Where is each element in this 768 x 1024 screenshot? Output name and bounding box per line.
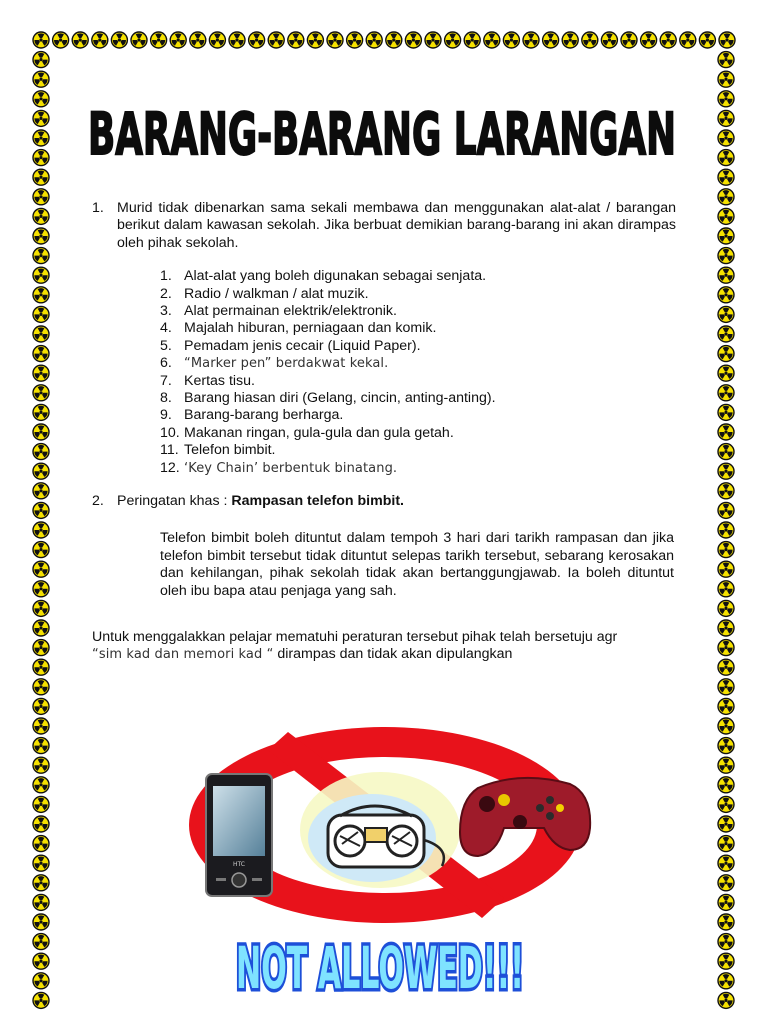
radiation-symbol-icon	[718, 875, 734, 891]
list-item-number: 6.	[160, 355, 172, 372]
list-item-number: 12.	[160, 459, 180, 476]
radiation-symbol-icon	[33, 836, 49, 852]
radiation-symbol-icon	[33, 718, 49, 734]
content	[92, 200, 676, 664]
list-item-text: Telefon bimbit.	[184, 442, 276, 459]
radiation-symbol-icon	[718, 189, 734, 205]
radiation-symbol-icon	[33, 463, 49, 479]
radiation-symbol-icon	[288, 32, 304, 48]
radiation-symbol-icon	[33, 561, 49, 577]
radiation-symbol-icon	[641, 32, 657, 48]
radiation-symbol-icon	[718, 816, 734, 832]
radiation-symbol-icon	[33, 287, 49, 303]
radiation-symbol-icon	[33, 424, 49, 440]
radiation-symbol-icon	[718, 404, 734, 420]
radiation-symbol-icon	[718, 757, 734, 773]
radiation-symbol-icon	[718, 365, 734, 381]
closing-line-2: dirampas dan tidak akan dipulangkan	[273, 646, 513, 663]
list-item-number: 10.	[160, 424, 180, 441]
not-allowed-text: NOT ALLOWED!!!	[236, 934, 524, 1002]
radiation-symbol-icon	[33, 777, 49, 793]
rule-2-bold: Rampasan telefon bimbit.	[231, 492, 404, 509]
list-item-number: 1.	[160, 268, 172, 285]
radiation-symbol-icon	[503, 32, 519, 48]
list-item-number: 2.	[160, 285, 172, 302]
radiation-symbol-icon	[718, 542, 734, 558]
radiation-symbol-icon	[718, 110, 734, 126]
rule-1	[92, 200, 676, 252]
radiation-symbol-icon	[718, 679, 734, 695]
radiation-symbol-icon	[718, 855, 734, 871]
rule-2-label: Peringatan khas :	[117, 492, 232, 509]
list-item-text: Radio / walkman / alat muzik.	[184, 285, 369, 302]
radiation-symbol-icon	[33, 169, 49, 185]
radiation-symbol-icon	[718, 346, 734, 362]
radiation-symbol-icon	[386, 32, 402, 48]
radiation-symbol-icon	[601, 32, 617, 48]
radiation-symbol-icon	[33, 444, 49, 460]
not-allowed-banner	[236, 934, 524, 1002]
radiation-symbol-icon	[718, 561, 734, 577]
radiation-symbol-icon	[718, 463, 734, 479]
radiation-symbol-icon	[719, 32, 735, 48]
radiation-symbol-icon	[33, 542, 49, 558]
list-item-number: 3.	[160, 303, 172, 319]
radiation-symbol-icon	[347, 32, 363, 48]
radiation-symbol-icon	[464, 32, 480, 48]
radiation-symbol-icon	[33, 855, 49, 871]
radiation-symbol-icon	[170, 32, 186, 48]
radiation-symbol-icon	[680, 32, 696, 48]
list-item	[160, 407, 676, 424]
radio-cartoon-icon	[300, 772, 460, 888]
radiation-symbol-icon	[151, 32, 167, 48]
radiation-symbol-icon	[33, 796, 49, 812]
radiation-symbol-icon	[33, 600, 49, 616]
radiation-symbol-icon	[718, 424, 734, 440]
radiation-symbol-icon	[33, 620, 49, 636]
list-item	[160, 320, 676, 337]
list-item-text: Alat-alat yang boleh digunakan sebagai senjata.	[184, 268, 487, 285]
radiation-symbol-icon	[33, 228, 49, 244]
radiation-symbol-icon	[718, 150, 734, 166]
list-item	[160, 268, 676, 285]
radiation-symbol-icon	[660, 32, 676, 48]
radiation-symbol-icon	[718, 130, 734, 146]
radiation-symbol-icon	[209, 32, 225, 48]
radiation-symbol-icon	[33, 365, 49, 381]
list-item-number: 5.	[160, 337, 172, 354]
radiation-symbol-icon	[72, 32, 88, 48]
radiation-symbol-icon	[111, 32, 127, 48]
radiation-symbol-icon	[53, 32, 69, 48]
radiation-symbol-icon	[33, 130, 49, 146]
radiation-symbol-icon	[425, 32, 441, 48]
list-item-number: 9.	[160, 407, 172, 424]
radiation-symbol-icon	[718, 659, 734, 675]
radiation-symbol-icon	[33, 306, 49, 322]
mobile-phone-icon	[206, 774, 272, 896]
radiation-symbol-icon	[33, 248, 49, 264]
list-item-number: 11.	[160, 442, 179, 459]
radiation-symbol-icon	[33, 973, 49, 989]
not-allowed-graphic	[160, 720, 600, 1020]
radiation-symbol-icon	[718, 502, 734, 518]
list-item-number: 4.	[160, 320, 172, 337]
radiation-symbol-icon	[718, 326, 734, 342]
radiation-symbol-icon	[33, 522, 49, 538]
radiation-symbol-icon	[33, 679, 49, 695]
phone-brand: HTC	[232, 861, 246, 868]
rule-1-number: 1.	[92, 200, 104, 216]
list-item-text: Majalah hiburan, perniagaan dan komik.	[184, 320, 437, 337]
rule-1-text: Murid tidak dibenarkan sama sekali membawa dan menggunakan alat-alat / barangan berikut dalam kawasan sekolah. Jika berbuat demikian barang-barang ini akan dirampas oleh pihak sekolah.	[117, 200, 676, 251]
list-item	[160, 303, 676, 320]
radiation-symbol-icon	[33, 757, 49, 773]
radiation-symbol-icon	[718, 934, 734, 950]
radiation-symbol-icon	[718, 287, 734, 303]
radiation-symbol-icon	[190, 32, 206, 48]
radiation-symbol-icon	[33, 738, 49, 754]
list-item-text: Kertas tisu.	[184, 372, 255, 389]
radiation-symbol-icon	[33, 502, 49, 518]
radiation-symbol-icon	[249, 32, 265, 48]
list-item-text: Barang hiasan diri (Gelang, cincin, anting-anting).	[184, 389, 496, 406]
radiation-symbol-icon	[33, 110, 49, 126]
list-item	[160, 286, 676, 303]
radiation-symbol-icon	[92, 32, 108, 48]
rule-2	[92, 493, 676, 510]
radiation-symbol-icon	[33, 483, 49, 499]
list-item-number: 8.	[160, 389, 172, 406]
radiation-symbol-icon	[718, 796, 734, 812]
radiation-symbol-icon	[33, 953, 49, 969]
radiation-symbol-icon	[718, 444, 734, 460]
radiation-symbol-icon	[33, 91, 49, 107]
radiation-symbol-icon	[582, 32, 598, 48]
radiation-symbol-icon	[307, 32, 323, 48]
radiation-symbol-icon	[718, 894, 734, 910]
radiation-symbol-icon	[543, 32, 559, 48]
list-item-number: 7.	[160, 372, 172, 389]
radiation-symbol-icon	[718, 52, 734, 68]
radiation-symbol-icon	[718, 483, 734, 499]
radiation-symbol-icon	[33, 385, 49, 401]
radiation-symbol-icon	[33, 32, 49, 48]
radiation-symbol-icon	[33, 150, 49, 166]
radiation-symbol-icon	[484, 32, 500, 48]
radiation-symbol-icon	[33, 816, 49, 832]
list-item	[160, 373, 676, 390]
radiation-symbol-icon	[718, 522, 734, 538]
list-item	[160, 355, 676, 372]
radiation-symbol-icon	[33, 640, 49, 656]
radiation-symbol-icon	[33, 698, 49, 714]
radiation-symbol-icon	[718, 267, 734, 283]
radiation-symbol-icon	[699, 32, 715, 48]
list-item-text: ‘Key Chain’ berbentuk binatang.	[184, 460, 398, 476]
list-item	[160, 425, 676, 442]
closing-note	[92, 629, 676, 664]
radiation-symbol-icon	[33, 992, 49, 1008]
radiation-symbol-icon	[33, 934, 49, 950]
radiation-symbol-icon	[718, 620, 734, 636]
radiation-symbol-icon	[33, 189, 49, 205]
list-item-text: Alat permainan elektrik/elektronik.	[184, 303, 397, 319]
radiation-symbol-icon	[405, 32, 421, 48]
radiation-symbol-icon	[33, 914, 49, 930]
radiation-symbol-icon	[718, 228, 734, 244]
radiation-symbol-icon	[718, 169, 734, 185]
radiation-symbol-icon	[718, 306, 734, 322]
radiation-symbol-icon	[33, 894, 49, 910]
closing-line-1: Untuk menggalakkan pelajar mematuhi peraturan tersebut pihak telah bersetuju agr	[92, 628, 618, 645]
radiation-symbol-icon	[523, 32, 539, 48]
radiation-symbol-icon	[718, 71, 734, 87]
radiation-symbol-icon	[718, 718, 734, 734]
radiation-symbol-icon	[718, 777, 734, 793]
closing-sim-memory: “sim kad dan memori kad “	[92, 647, 274, 663]
radiation-symbol-icon	[718, 914, 734, 930]
radiation-symbol-icon	[718, 640, 734, 656]
list-item-text: “Marker pen” berdakwat kekal.	[184, 356, 389, 372]
radiation-symbol-icon	[621, 32, 637, 48]
radiation-symbol-icon	[562, 32, 578, 48]
list-item	[160, 442, 676, 459]
radiation-symbol-icon	[33, 659, 49, 675]
radiation-symbol-icon	[718, 91, 734, 107]
radiation-symbol-icon	[718, 836, 734, 852]
radiation-symbol-icon	[718, 600, 734, 616]
list-item	[160, 460, 676, 477]
prohibited-items-list	[160, 268, 676, 477]
radiation-symbol-icon	[33, 326, 49, 342]
radiation-symbol-icon	[33, 267, 49, 283]
radiation-symbol-icon	[131, 32, 147, 48]
radiation-symbol-icon	[33, 404, 49, 420]
radiation-symbol-icon	[718, 385, 734, 401]
radiation-symbol-icon	[366, 32, 382, 48]
page-title-text: BARANG-BARANG LARANGAN	[88, 100, 676, 168]
radiation-symbol-icon	[33, 581, 49, 597]
radiation-symbol-icon	[33, 875, 49, 891]
phone-claim-paragraph: Telefon bimbit boleh dituntut dalam tempoh 3 hari dari tarikh rampasan dan jika telefon bimbit tersebut tidak dituntut selepas tarikh tersebut, sebarang kerosakan dan kehilangan, pihak sekolah tidak akan bertanggungjawab. Ia boleh dituntut oleh ibu bapa atau penjaga yang sah.	[160, 530, 674, 599]
radiation-symbol-icon	[33, 52, 49, 68]
radiation-symbol-icon	[229, 32, 245, 48]
list-item	[160, 338, 676, 355]
radiation-symbol-icon	[268, 32, 284, 48]
radiation-symbol-icon	[718, 992, 734, 1008]
radiation-symbol-icon	[718, 698, 734, 714]
radiation-symbol-icon	[718, 738, 734, 754]
list-item-text: Barang-barang berharga.	[184, 407, 344, 424]
radiation-symbol-icon	[718, 973, 734, 989]
radiation-symbol-icon	[33, 208, 49, 224]
page-title	[84, 92, 684, 168]
list-item	[160, 390, 676, 407]
rule-2-number: 2.	[92, 492, 104, 509]
radiation-symbol-icon	[718, 248, 734, 264]
radiation-symbol-icon	[327, 32, 343, 48]
radiation-symbol-icon	[33, 71, 49, 87]
radiation-symbol-icon	[33, 346, 49, 362]
radiation-symbol-icon	[445, 32, 461, 48]
list-item-text: Pemadam jenis cecair (Liquid Paper).	[184, 337, 421, 354]
list-item-text: Makanan ringan, gula-gula dan gula getah.	[184, 424, 454, 441]
radiation-symbol-icon	[718, 953, 734, 969]
radiation-symbol-icon	[718, 208, 734, 224]
radiation-symbol-icon	[718, 581, 734, 597]
